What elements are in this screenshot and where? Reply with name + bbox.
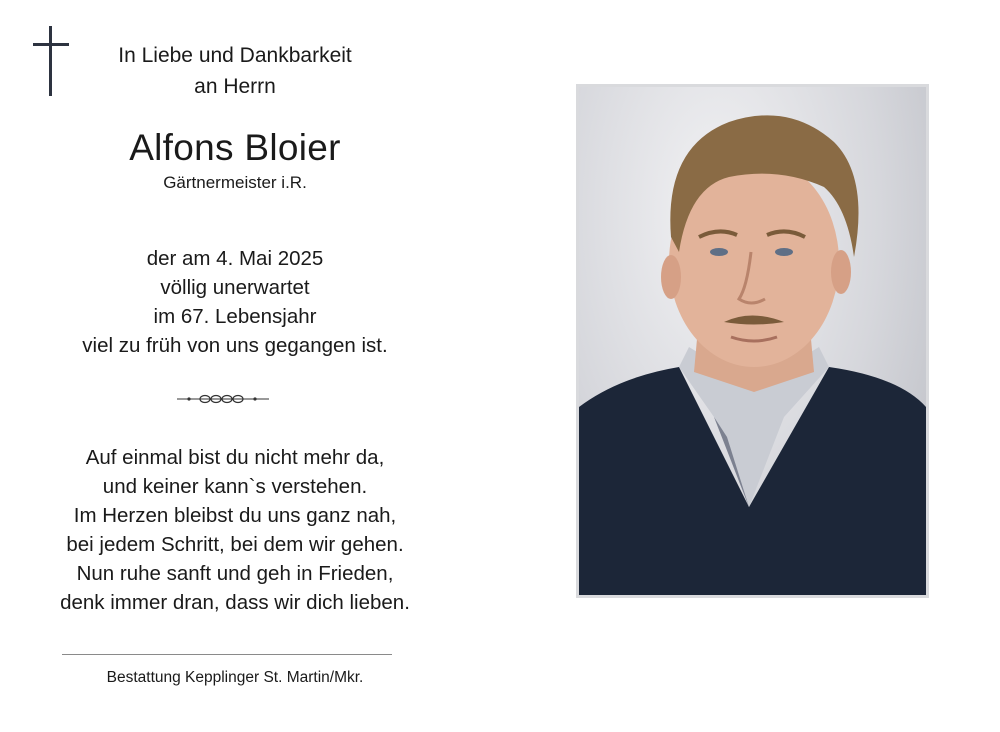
poem-line: Im Herzen bleibst du uns ganz nah, bbox=[73, 504, 397, 527]
poem bbox=[0, 443, 470, 617]
ornament-divider bbox=[175, 392, 271, 406]
death-notice bbox=[0, 244, 470, 360]
portrait-frame bbox=[576, 84, 929, 598]
intro-text bbox=[0, 40, 470, 102]
portrait-photo bbox=[579, 87, 926, 595]
death-line: im 67. Lebensjahr bbox=[153, 305, 317, 328]
intro-line-1: In Liebe und Dankbarkeit bbox=[118, 44, 352, 67]
death-line: völlig unerwartet bbox=[160, 276, 310, 299]
poem-line: Nun ruhe sanft und geh in Frieden, bbox=[76, 562, 394, 585]
poem-line: Auf einmal bist du nicht mehr da, bbox=[85, 446, 385, 469]
portrait-illustration bbox=[579, 87, 926, 595]
poem-line: bei jedem Schritt, bei dem wir gehen. bbox=[66, 533, 404, 556]
poem-line: und keiner kann`s verstehen. bbox=[102, 475, 368, 498]
occupation: Gärtnermeister i.R. bbox=[163, 173, 307, 192]
death-line: viel zu früh von uns gegangen ist. bbox=[82, 334, 388, 357]
undertaker: Bestattung Kepplinger St. Martin/Mkr. bbox=[106, 669, 364, 686]
poem-line: denk immer dran, dass wir dich lieben. bbox=[60, 591, 410, 614]
intro-line-2: an Herrn bbox=[194, 75, 276, 98]
deceased-name: Alfons Bloier bbox=[129, 127, 341, 168]
death-line: der am 4. Mai 2025 bbox=[146, 247, 324, 270]
divider-line bbox=[62, 654, 392, 655]
